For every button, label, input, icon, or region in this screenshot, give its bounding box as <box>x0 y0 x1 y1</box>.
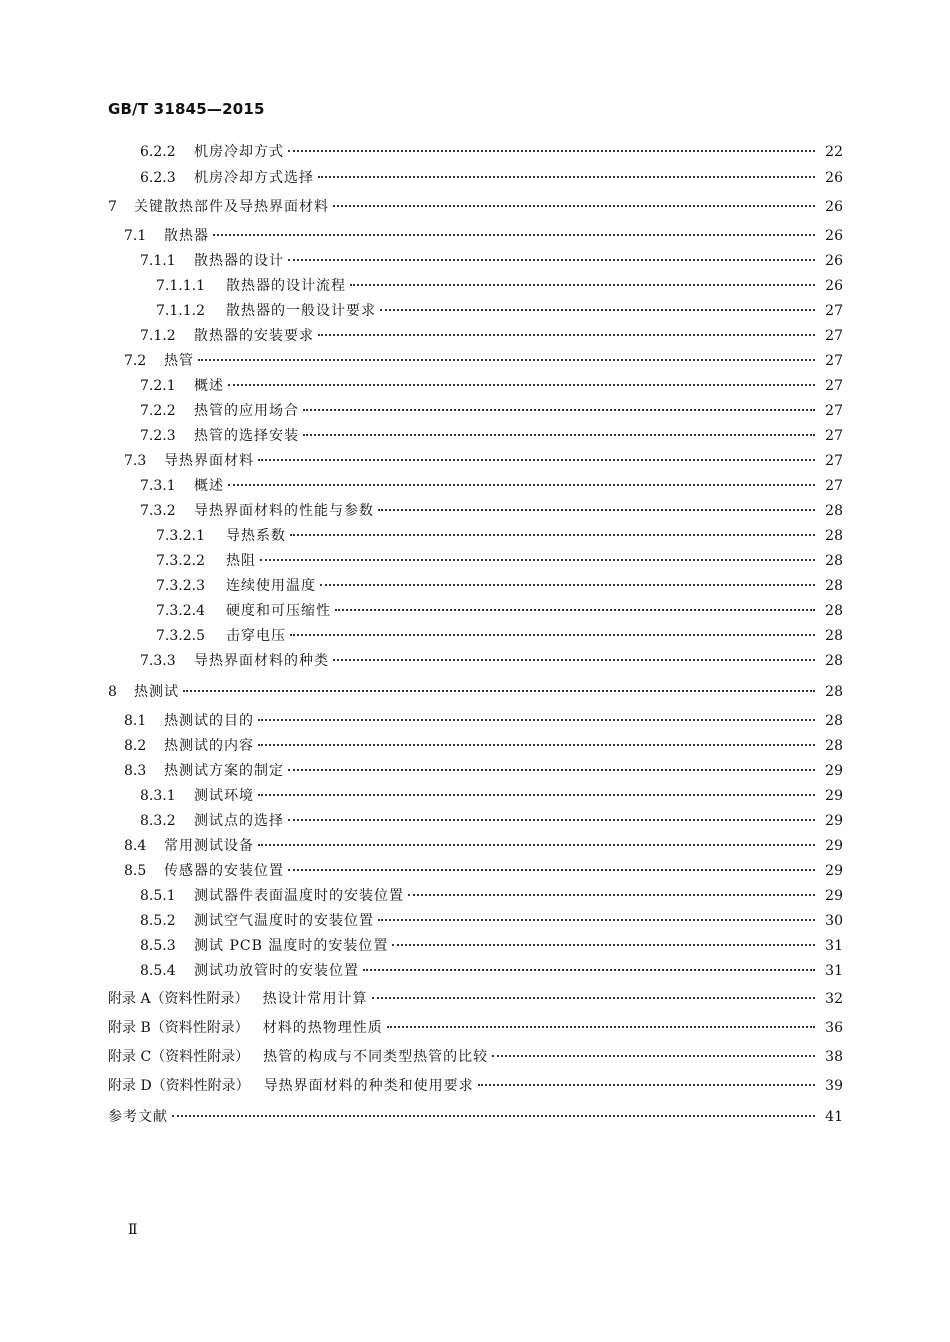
toc-entry[interactable] <box>156 274 843 298</box>
dot-leader <box>258 744 815 746</box>
toc-entry-page: 29 <box>825 788 843 804</box>
dot-leader <box>288 259 815 261</box>
toc-entry[interactable] <box>140 474 843 498</box>
toc-entry-number: 7.1.1.2 <box>156 303 205 319</box>
toc-entry[interactable] <box>108 1105 843 1129</box>
toc-entry-number: 8.5.3 <box>140 938 176 954</box>
toc-entry[interactable] <box>108 1016 843 1040</box>
dot-leader <box>288 869 815 871</box>
dot-leader <box>288 819 815 821</box>
dot-leader <box>333 659 815 661</box>
toc-entry[interactable] <box>124 449 843 473</box>
toc-entry-title: 散热器的安装要求 <box>194 328 314 344</box>
toc-entry-title: 导热界面材料的性能与参数 <box>194 503 374 519</box>
toc-entry-title: 材料的热物理性质 <box>262 1020 383 1036</box>
toc-entry-title: 热测试的目的 <box>164 713 254 729</box>
toc-entry-page: 39 <box>825 1078 843 1094</box>
toc-entry-title: 连续使用温度 <box>226 578 316 594</box>
toc-entry[interactable] <box>140 324 843 348</box>
toc-entry[interactable] <box>140 499 843 523</box>
toc-entry-title: 热测试方案的制定 <box>164 763 284 779</box>
toc-entry[interactable] <box>108 680 843 704</box>
toc-entry-page: 28 <box>825 503 843 519</box>
toc-entry-title: 参考文献 <box>108 1109 168 1125</box>
toc-entry[interactable] <box>140 374 843 398</box>
dot-leader <box>290 534 815 536</box>
toc-entry-number: 附录 B（资料性附录） <box>108 1020 249 1036</box>
toc-entry-page: 26 <box>825 170 843 186</box>
toc-entry-title: 导热界面材料的种类 <box>194 653 329 669</box>
dot-leader <box>318 176 815 178</box>
toc-entry-number: 8.1 <box>124 713 147 729</box>
toc-entry-number: 7.2.2 <box>140 403 176 419</box>
dot-leader <box>258 844 815 846</box>
toc-entry[interactable] <box>156 599 843 623</box>
toc-entry-title: 热阻 <box>226 553 256 569</box>
toc-entry-number: 8.3.2 <box>140 813 176 829</box>
toc-entry-title: 击穿电压 <box>226 628 286 644</box>
toc-entry-page: 27 <box>825 403 843 419</box>
toc-entry-number: 7.1 <box>124 228 147 244</box>
toc-entry-number: 8.4 <box>124 838 147 854</box>
toc-entry-number: 7.3 <box>124 453 147 469</box>
dot-leader <box>288 150 815 152</box>
dot-leader <box>478 1084 815 1086</box>
toc-entry-title: 测试功放管时的安装位置 <box>194 963 359 979</box>
toc-entry-page: 28 <box>825 713 843 729</box>
toc-entry[interactable] <box>108 195 843 219</box>
toc-entry-number: 8 <box>108 684 117 700</box>
toc-entry-number: 8.5 <box>124 863 147 879</box>
dot-leader <box>228 384 815 386</box>
toc-entry-page: 28 <box>825 528 843 544</box>
dot-leader <box>260 559 815 561</box>
toc-entry[interactable] <box>140 249 843 273</box>
dot-leader <box>378 509 815 511</box>
toc-entry[interactable] <box>124 349 843 373</box>
dot-leader <box>392 944 815 946</box>
toc-entry-page: 28 <box>825 578 843 594</box>
toc-entry-title: 热设计常用计算 <box>262 991 368 1007</box>
toc-entry-title: 散热器的一般设计要求 <box>226 303 376 319</box>
toc-entry-title: 机房冷却方式 <box>194 144 284 160</box>
dot-leader <box>492 1055 815 1057</box>
toc-entry-page: 28 <box>825 738 843 754</box>
dot-leader <box>335 609 815 611</box>
toc-entry-page: 29 <box>825 813 843 829</box>
toc-entry-number: 7.1.1 <box>140 253 176 269</box>
dot-leader <box>363 969 815 971</box>
dot-leader <box>318 334 815 336</box>
toc-entry-title: 测试点的选择 <box>194 813 284 829</box>
toc-entry[interactable] <box>108 1045 843 1069</box>
dot-leader <box>228 484 815 486</box>
toc-entry-title: 导热系数 <box>226 528 286 544</box>
toc-entry-title: 热管的应用场合 <box>194 403 299 419</box>
toc-entry-number: 7.1.2 <box>140 328 176 344</box>
toc-entry-page: 31 <box>825 938 843 954</box>
toc-entry-number: 8.2 <box>124 738 147 754</box>
toc-entry-page: 32 <box>825 991 843 1007</box>
dot-leader <box>290 634 815 636</box>
toc-entry-number: 8.5.1 <box>140 888 176 904</box>
toc-entry-title: 测试环境 <box>194 788 254 804</box>
toc-entry-number: 8.5.4 <box>140 963 176 979</box>
toc-entry-title: 导热界面材料 <box>164 453 254 469</box>
toc-entry-page: 29 <box>825 888 843 904</box>
toc-entry-number: 7.3.2.5 <box>156 628 205 644</box>
dot-leader <box>387 1026 815 1028</box>
toc-entry-title: 热管的选择安装 <box>194 428 299 444</box>
toc-entry-page: 28 <box>825 553 843 569</box>
toc-entry-page: 27 <box>825 303 843 319</box>
dot-leader <box>183 690 815 692</box>
toc-entry[interactable] <box>140 649 843 673</box>
toc-entry[interactable] <box>140 884 843 908</box>
toc-entry[interactable] <box>156 299 843 323</box>
dot-leader <box>258 459 815 461</box>
toc-entry[interactable] <box>140 909 843 933</box>
toc-entry-title: 常用测试设备 <box>164 838 254 854</box>
toc-entry-page: 36 <box>825 1020 843 1036</box>
toc-entry-page: 31 <box>825 963 843 979</box>
dot-leader <box>213 234 815 236</box>
dot-leader <box>303 409 815 411</box>
dot-leader <box>333 205 815 207</box>
toc-entry-number: 7.2.3 <box>140 428 176 444</box>
toc-entry-title: 机房冷却方式选择 <box>194 170 314 186</box>
toc-entry-page: 29 <box>825 838 843 854</box>
toc-entry[interactable] <box>140 809 843 833</box>
toc-entry-number: 7.3.2.4 <box>156 603 205 619</box>
toc-entry-page: 28 <box>825 628 843 644</box>
toc-entry-number: 8.3 <box>124 763 147 779</box>
toc-entry-number: 8.5.2 <box>140 913 176 929</box>
toc-entry-title: 传感器的安装位置 <box>164 863 284 879</box>
toc-entry[interactable] <box>124 759 843 783</box>
toc-entry-title: 热测试的内容 <box>164 738 254 754</box>
toc-entry[interactable] <box>140 166 843 190</box>
toc-entry-number: 7.1.1.1 <box>156 278 205 294</box>
toc-entry-title: 散热器的设计 <box>194 253 284 269</box>
toc-entry[interactable] <box>156 574 843 598</box>
dot-leader <box>350 284 815 286</box>
toc-entry-page: 26 <box>825 228 843 244</box>
toc-entry-title: 散热器 <box>164 228 209 244</box>
toc-entry[interactable] <box>124 859 843 883</box>
toc-entry[interactable] <box>140 424 843 448</box>
toc-entry-page: 27 <box>825 378 843 394</box>
toc-entry-page: 28 <box>825 603 843 619</box>
toc-entry-page: 22 <box>825 144 843 160</box>
toc-entry-title: 关键散热部件及导热界面材料 <box>134 199 329 215</box>
toc-entry-title: 概述 <box>194 378 224 394</box>
toc-entry[interactable] <box>156 624 843 648</box>
toc-entry[interactable] <box>124 224 843 248</box>
toc-entry[interactable] <box>124 709 843 733</box>
dot-leader <box>380 309 815 311</box>
toc-entry-number: 6.2.2 <box>140 144 176 160</box>
toc-entry-number: 7.3.3 <box>140 653 176 669</box>
toc-entry-number: 7.3.2.2 <box>156 553 205 569</box>
toc-entry[interactable] <box>140 934 843 958</box>
toc-entry-page: 29 <box>825 863 843 879</box>
toc-entry-title: 导热界面材料的种类和使用要求 <box>263 1078 474 1094</box>
dot-leader <box>320 584 815 586</box>
toc-entry[interactable] <box>108 1074 843 1098</box>
dot-leader <box>258 719 815 721</box>
toc-entry-title: 热管的构成与不同类型热管的比较 <box>263 1049 489 1065</box>
toc-entry-number: 附录 A（资料性附录） <box>108 991 249 1007</box>
toc-entry-title: 测试器件表面温度时的安装位置 <box>194 888 404 904</box>
dot-leader <box>288 769 815 771</box>
toc-entry[interactable] <box>156 549 843 573</box>
toc-entry-page: 29 <box>825 763 843 779</box>
toc-entry[interactable] <box>156 524 843 548</box>
toc-entry-number: 7.2 <box>124 353 147 369</box>
toc-entry-title: 硬度和可压缩性 <box>226 603 331 619</box>
toc-entry[interactable] <box>140 784 843 808</box>
dot-leader <box>303 434 815 436</box>
toc-entry[interactable] <box>124 834 843 858</box>
dot-leader <box>198 359 815 361</box>
toc-entry[interactable] <box>140 959 843 983</box>
toc-entry[interactable] <box>108 987 843 1011</box>
toc-entry-page: 41 <box>825 1109 843 1125</box>
toc-entry-page: 26 <box>825 199 843 215</box>
toc-entry-page: 28 <box>825 684 843 700</box>
toc-entry-number: 7.3.2.3 <box>156 578 205 594</box>
toc-entry-page: 27 <box>825 328 843 344</box>
dot-leader <box>172 1115 815 1117</box>
toc-entry-number: 7.3.1 <box>140 478 176 494</box>
dot-leader <box>408 894 815 896</box>
toc-entry-number: 7 <box>108 199 117 215</box>
standard-code: GB/T 31845—2015 <box>108 100 265 118</box>
toc-entry[interactable] <box>140 399 843 423</box>
toc-entry-page: 38 <box>825 1049 843 1065</box>
toc-entry-number: 7.3.2.1 <box>156 528 205 544</box>
toc-entry-title: 散热器的设计流程 <box>226 278 346 294</box>
toc-entry-number: 7.3.2 <box>140 503 176 519</box>
toc-entry-number: 附录 D（资料性附录） <box>108 1078 250 1094</box>
toc-entry-title: 概述 <box>194 478 224 494</box>
toc-entry-title: 测试 PCB 温度时的安装位置 <box>194 938 389 954</box>
page-folio: Ⅱ <box>128 1222 138 1238</box>
toc-entry-page: 27 <box>825 478 843 494</box>
toc-entry-number: 6.2.3 <box>140 170 176 186</box>
toc-entry-number: 7.2.1 <box>140 378 176 394</box>
toc-entry-page: 27 <box>825 453 843 469</box>
toc-entry-title: 热测试 <box>134 684 179 700</box>
toc-entry[interactable] <box>140 140 843 164</box>
dot-leader <box>372 997 815 999</box>
toc-entry-page: 26 <box>825 278 843 294</box>
toc-entry-title: 热管 <box>164 353 194 369</box>
toc-entry-number: 附录 C（资料性附录） <box>108 1049 250 1065</box>
toc-entry-number: 8.3.1 <box>140 788 176 804</box>
toc-entry-page: 30 <box>825 913 843 929</box>
toc-entry-title: 测试空气温度时的安装位置 <box>194 913 374 929</box>
toc-entry-page: 26 <box>825 253 843 269</box>
dot-leader <box>378 919 815 921</box>
toc-entry-page: 28 <box>825 653 843 669</box>
toc-entry-page: 27 <box>825 353 843 369</box>
dot-leader <box>258 794 815 796</box>
toc-entry[interactable] <box>124 734 843 758</box>
toc-entry-page: 27 <box>825 428 843 444</box>
